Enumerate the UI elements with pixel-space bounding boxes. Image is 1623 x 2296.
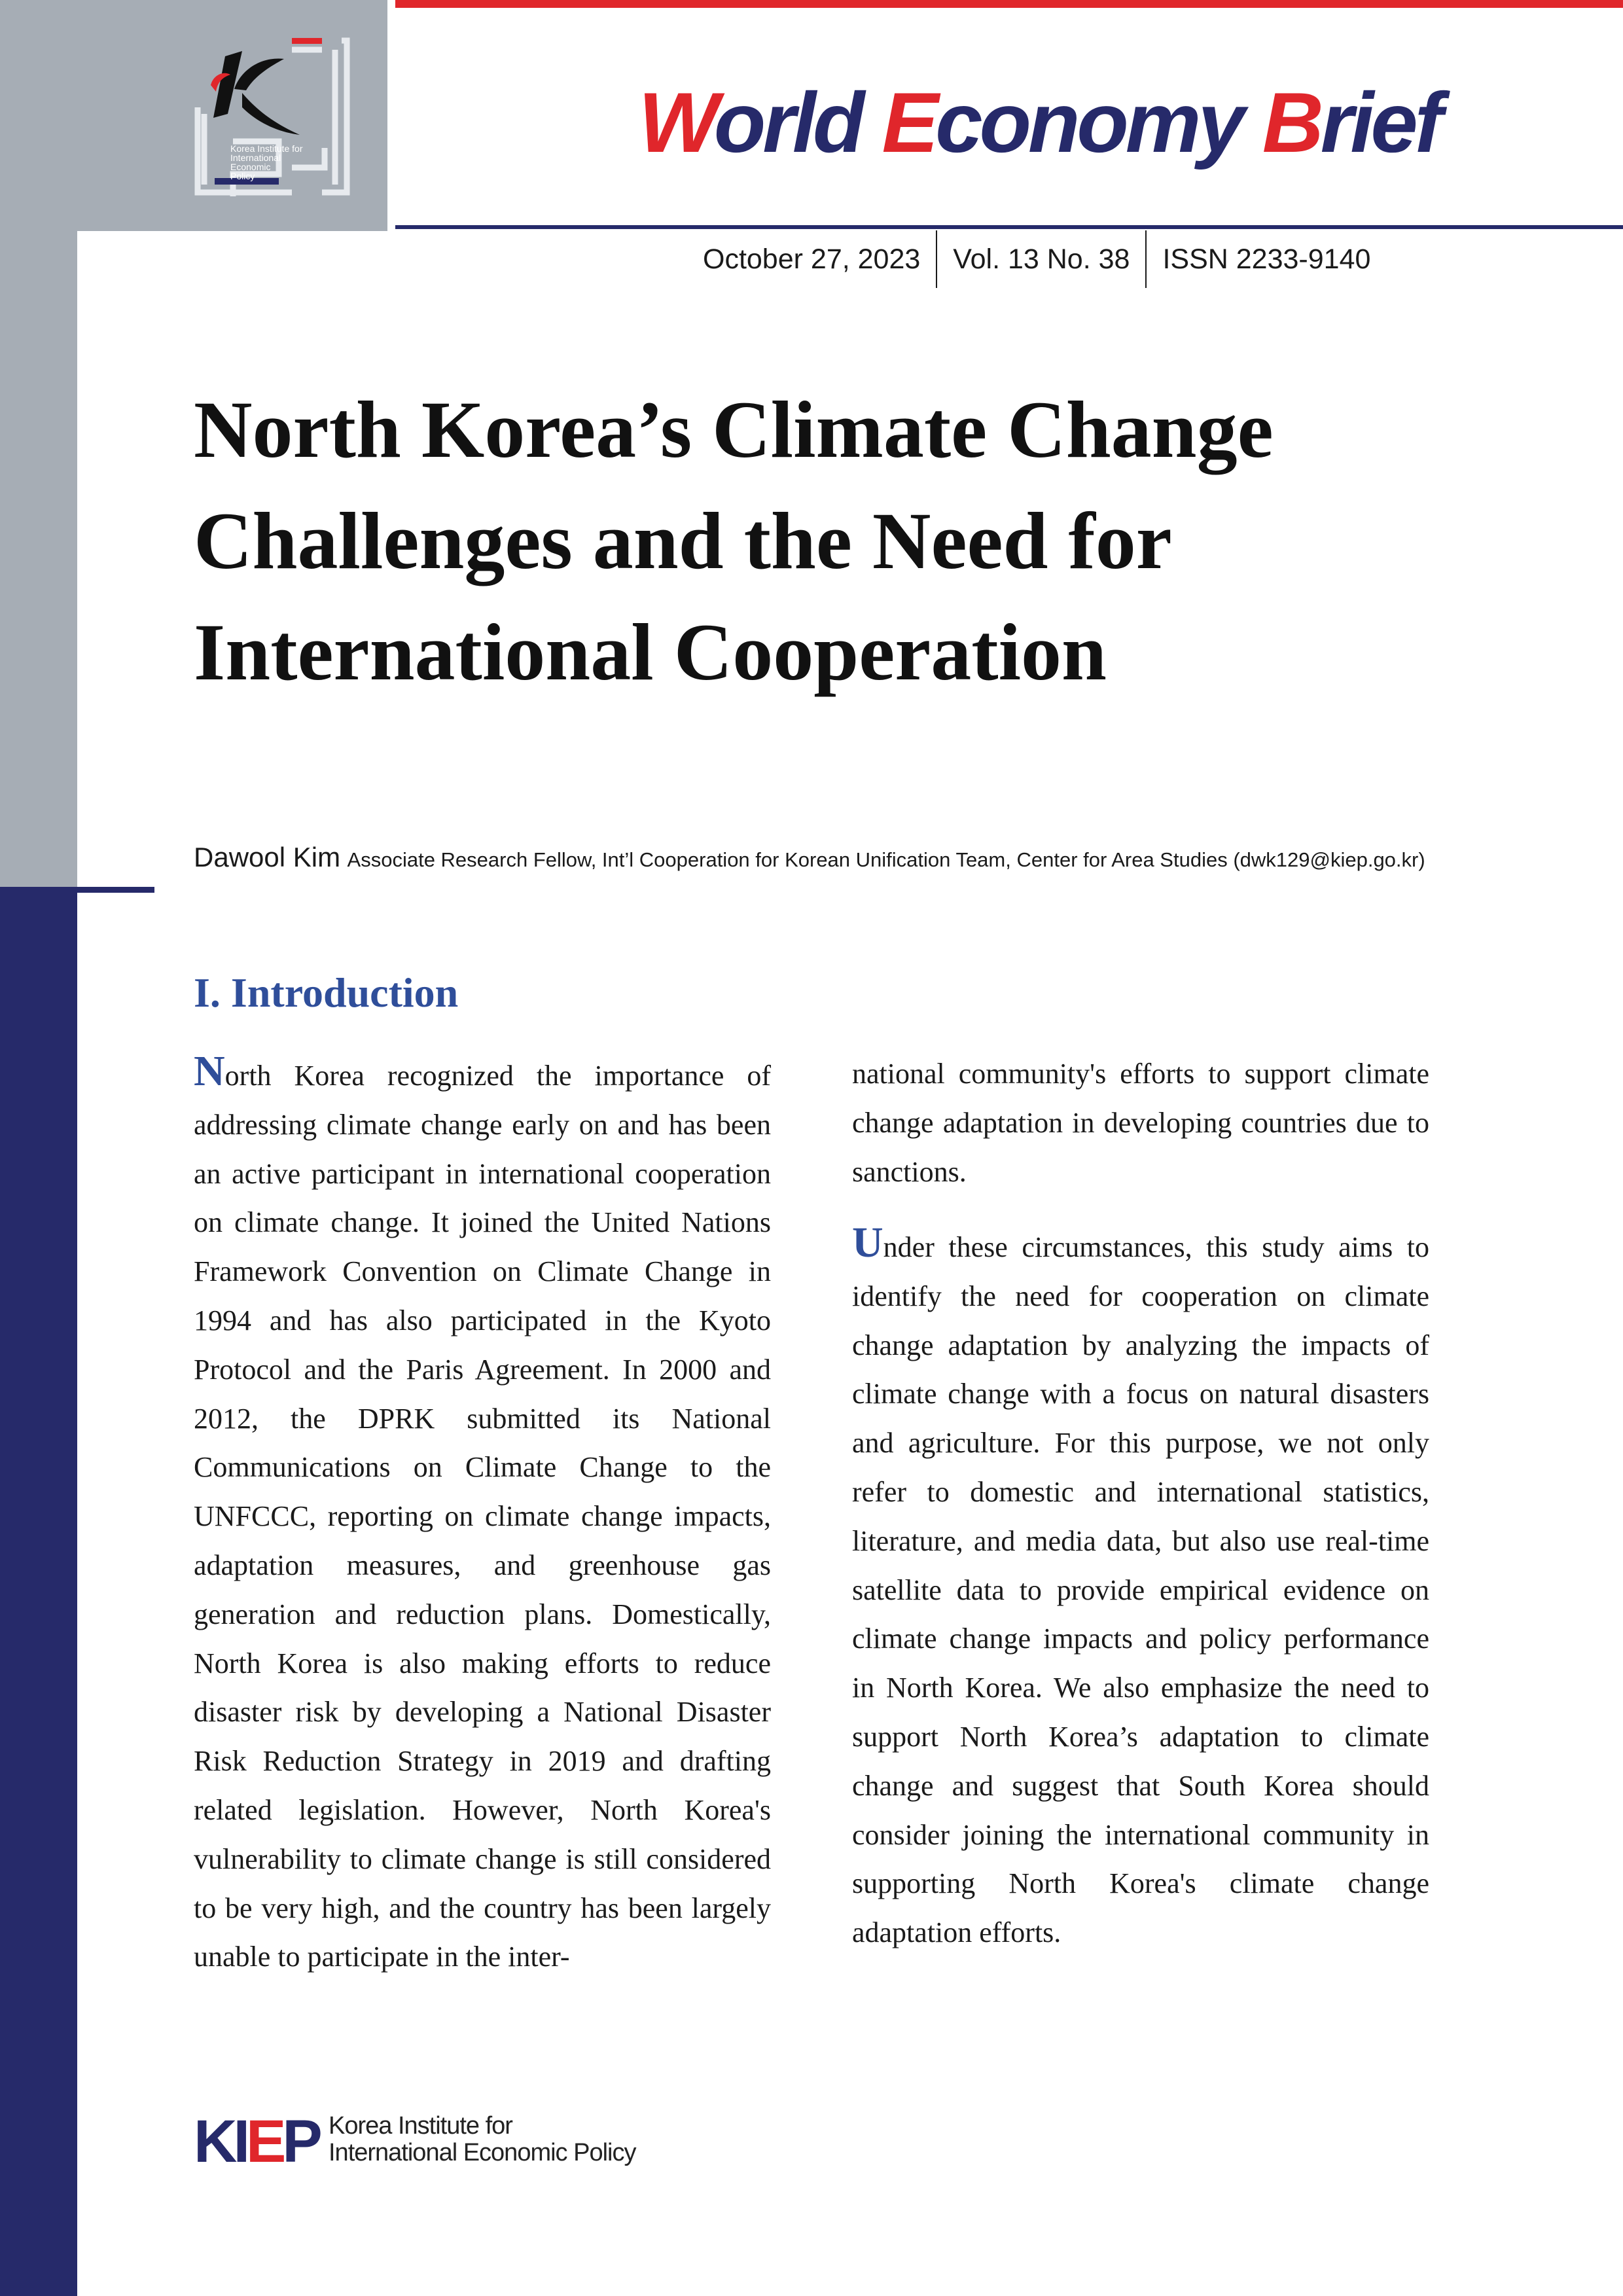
footer-kiep-logo: [194, 2108, 691, 2175]
svg-text:Policy: Policy: [230, 171, 255, 181]
navy-side-strip: [0, 887, 77, 2296]
document-title: North Korea’s Climate Change Challenges and the Need for International Cooperation: [194, 385, 1274, 697]
wordmark-ki: KI: [194, 2108, 246, 2175]
org-name-line1: Korea Institute for: [329, 2112, 512, 2140]
series-title-w: W: [638, 75, 714, 170]
drop-cap: N: [194, 1047, 225, 1095]
series-title-orld: orld: [713, 75, 882, 170]
kiep-emblem-logo: [194, 37, 351, 196]
wordmark-e: E: [246, 2108, 283, 2175]
paragraph-continuation: national community's efforts to support climate change adaptation in developing countries due to sanctions.: [852, 1058, 1429, 1188]
author-affiliation: Associate Research Fellow, Int’l Cooperation for Korean Unification Team, Center for Area Studies (dwk129@kiep.go.kr): [347, 848, 1425, 871]
body-column-right-continuation: [852, 1050, 1429, 1196]
series-title: [638, 75, 1440, 170]
top-red-rule: [395, 0, 1623, 8]
series-title-b: B: [1262, 75, 1321, 170]
paragraph-text: nder these circumstances, this study aims to identify the need for cooperation on climate change adaptation by analyzing the impacts of climate change with a focus on natural disasters and agriculture. For this purpose, we not only refer to domestic and international statistics, literature, and media data, but also use real-time satellite data to provide empirical evidence on climate change impacts and policy performance in North Korea. We also emphasize the need to support North Korea’s adaptation to climate change and suggest that South Korea should consider joining the international community in supporting North Korea's climate change adaptation efforts.: [852, 1231, 1429, 1949]
author-name: Dawool Kim: [194, 842, 341, 872]
section-heading: I. Introduction: [194, 969, 459, 1016]
svg-text:International: International: [230, 152, 281, 163]
body-column-right: [852, 1221, 1429, 1958]
kiep-wordmark: [194, 2108, 319, 2175]
issue-volume: Vol. 13 No. 38: [953, 243, 1130, 275]
wordmark-p: P: [282, 2108, 319, 2175]
issue-issn: ISSN 2233-9140: [1162, 243, 1371, 275]
svg-text:Korea Institute for: Korea Institute for: [230, 143, 303, 154]
paragraph-intro: [194, 1047, 771, 1982]
series-title-conomy: conomy: [935, 75, 1262, 170]
series-title-rief: rief: [1320, 75, 1440, 170]
body-column-left: [194, 1047, 771, 1982]
paragraph-purpose: [852, 1221, 1429, 1958]
gray-side-strip: [0, 231, 77, 887]
header-navy-rule: [395, 225, 1623, 229]
navy-accent-tab: [77, 887, 154, 893]
series-title-e: E: [882, 75, 936, 170]
paragraph-text: orth Korea recognized the importance of addressing climate change early on and has been an active participant in international cooperation on climate change. It joined the United Nations Framework Convention on Climate Change in 1994 and has also participated in the Kyoto Protocol and the Paris Agreement. In 2000 and 2012, the DPRK submitted its National Communications on Climate Change to the UNFCCC, reporting on climate change impacts, adaptation measures, and greenhouse gas generation and reduction plans. Domestically, North Korea is also making efforts to reduce disaster risk by developing a National Disaster Risk Reduction Strategy in 2019 and drafting related legislation. However, North Korea's vulnerability to climate change is still considered to be very high, and the country has been largely unable to participate in the inter-: [194, 1060, 771, 1973]
svg-text:Economic: Economic: [230, 162, 271, 172]
issue-metadata: [694, 230, 1386, 288]
author-line: [194, 842, 1425, 873]
issue-date: October 27, 2023: [703, 243, 921, 275]
organization-name: [329, 2113, 635, 2166]
drop-cap: U: [852, 1219, 883, 1266]
org-name-line2: International Economic Policy: [329, 2139, 636, 2166]
